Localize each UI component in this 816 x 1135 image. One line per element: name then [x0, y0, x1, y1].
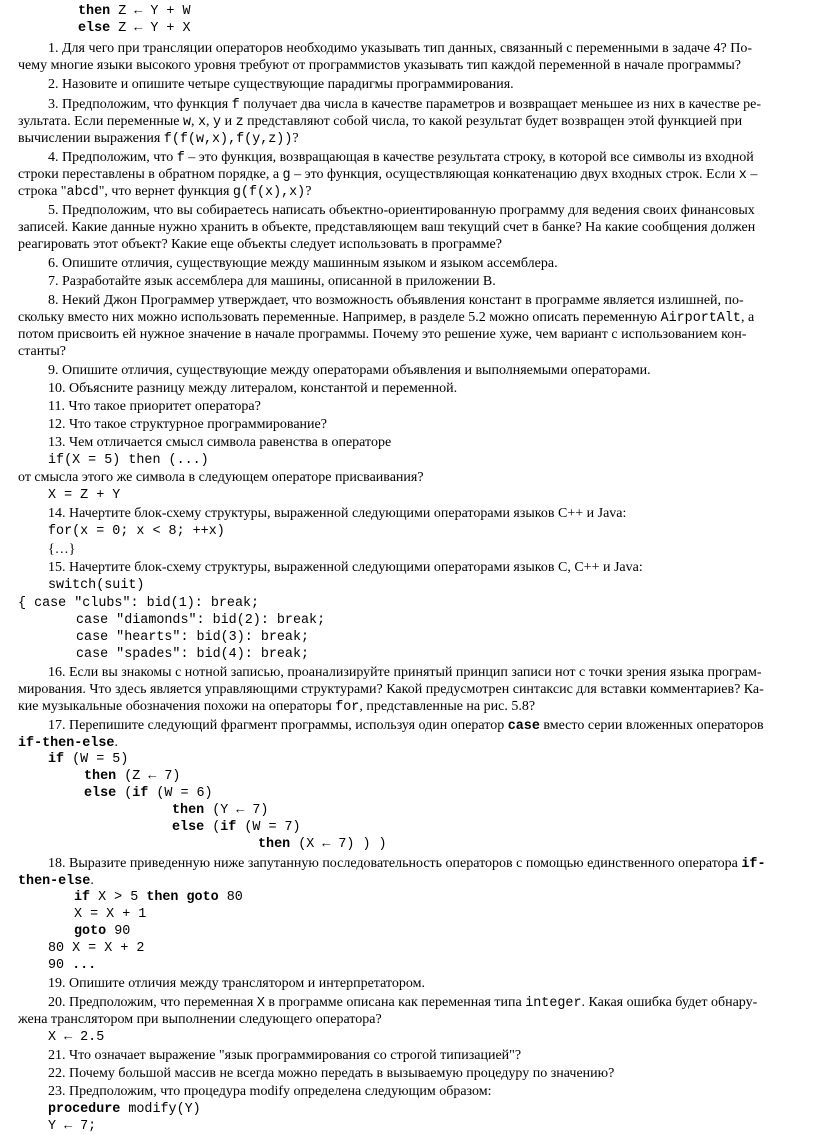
text-line — [78, 3, 191, 20]
code-fragment: AirportAlt — [660, 311, 741, 326]
code-fragment: integer — [525, 996, 582, 1011]
text-fragment: кие музыкальные обозначения похожи на операторы — [18, 699, 336, 714]
text-fragment: for(x = 0; x < 8; ++x) — [48, 524, 225, 539]
text-fragment: ? — [292, 131, 299, 146]
text-fragment: (W = 5) — [64, 752, 129, 767]
text-line — [18, 166, 757, 184]
text-line — [48, 96, 761, 114]
text-fragment: 15. Начертите блок-схему структуры, выраженной следующими операторами языков С, С++ и Java: — [48, 560, 643, 575]
code-fragment: x — [738, 168, 747, 183]
text-fragment: – это функция, возвращающая в качестве результата строку, в которой все символы из входной — [184, 150, 754, 165]
text-fragment: – — [746, 167, 758, 182]
text-fragment: ? — [305, 184, 312, 199]
text-line — [48, 1029, 104, 1046]
text-fragment: станты? — [18, 344, 66, 359]
text-fragment: 19. Опишите отличия между транслятором и интерпретатором. — [48, 976, 425, 991]
keyword: else — [172, 820, 205, 835]
text-line — [18, 57, 741, 74]
text-fragment: (W = 7) — [236, 820, 301, 835]
keyword: if-then-else — [18, 736, 115, 751]
text-fragment: , — [191, 114, 198, 129]
text-fragment: (Z ← 7) — [116, 769, 181, 784]
text-line — [48, 1101, 201, 1118]
text-fragment: в программе описана как переменная типа — [264, 995, 526, 1010]
code-fragment: g(f(x),x) — [232, 185, 306, 200]
text-fragment: ( — [204, 820, 221, 835]
text-fragment: реагировать этот объект? Какие еще объекты следует использовать в программе? — [18, 237, 502, 252]
text-line — [48, 559, 643, 576]
text-fragment: 20. Предположим, что переменная — [48, 995, 257, 1010]
text-fragment: ", что вернет функция — [98, 184, 233, 199]
text-fragment: от смысла этого же символа в следующем операторе присваивания? — [18, 470, 424, 485]
text-fragment: представляют собой числа, то какой результат будет возвращен этой функцией при — [243, 114, 743, 129]
keyword: if — [74, 890, 91, 905]
text-line — [48, 380, 457, 397]
text-fragment: . Какая ошибка будет обнару- — [581, 995, 758, 1010]
text-fragment: 5. Предположим, что вы собираетесь написать объектно-ориентированную программу для ведения своих финансовых — [48, 203, 755, 218]
text-line — [48, 40, 752, 57]
text-fragment: получает два числа в качестве параметров и возвращает меньшее из них в качестве ре- — [239, 97, 761, 112]
text-fragment: 12. Что такое структурное программирование? — [48, 417, 327, 432]
text-fragment: 21. Что означает выражение "язык программирования со строгой типизацией"? — [48, 1048, 522, 1063]
text-line — [48, 940, 144, 957]
text-line — [48, 505, 626, 522]
code-fragment: for — [335, 700, 360, 715]
text-line — [18, 681, 764, 698]
text-line — [48, 1065, 614, 1082]
text-line — [48, 855, 765, 873]
text-line — [76, 612, 325, 629]
text-line — [48, 452, 209, 469]
text-line — [48, 292, 744, 309]
text-fragment: X ← 2.5 — [48, 1030, 105, 1045]
text-fragment: 23. Предположим, что процедура modify определена следующим образом: — [48, 1084, 492, 1099]
text-line — [74, 889, 243, 906]
text-line — [18, 183, 311, 201]
text-line — [48, 577, 144, 594]
text-fragment: 18. Выразите приведенную ниже запутанную последовательность операторов с помощью единственного оператора — [48, 856, 742, 871]
text-fragment: 14. Начертите блок-схему структуры, выраженной следующими операторами языков С++ и Java: — [48, 506, 627, 521]
text-fragment: X = Z + Y — [48, 488, 121, 503]
text-fragment: 9. Опишите отличия, существующие между операторами объявления и выполняемыми операторами. — [48, 363, 651, 378]
text-line — [48, 751, 128, 768]
text-line — [48, 202, 755, 219]
text-line — [48, 975, 425, 992]
text-fragment: 1. Для чего при трансляции операторов необходимо указывать тип данных, связанный с переменными в задаче 4? По- — [48, 41, 753, 56]
code-fragment: g — [282, 168, 291, 183]
text-fragment: записей. Какие данные нужно хранить в объекте, представляющем ваш текущий счет в банке? На какие сообщения должен — [18, 220, 756, 235]
text-line — [48, 434, 391, 451]
keyword: then goto — [146, 890, 219, 905]
keyword: then-else — [18, 874, 91, 889]
text-line — [76, 646, 309, 663]
text-line — [48, 1047, 521, 1064]
text-fragment: чему многие языки высокого уровня требуют от программистов указывать тип каждой переменной в начале программы? — [18, 58, 741, 73]
text-line — [48, 416, 327, 433]
text-line — [48, 994, 757, 1012]
text-fragment: . — [90, 873, 94, 888]
text-fragment: , — [206, 114, 214, 129]
keyword: if- — [741, 857, 766, 872]
code-fragment: z — [235, 115, 244, 130]
text-fragment: case "spades": bid(4): break; — [76, 647, 310, 662]
text-fragment: 6. Опишите отличия, существующие между машинным языком и языком ассемблера. — [48, 256, 558, 271]
keyword: goto — [74, 924, 107, 939]
code-fragment: f(f(w,x),f(y,z)) — [163, 132, 293, 147]
text-line — [18, 236, 502, 253]
text-fragment: 7. Разработайте язык ассемблера для машины, описанной в приложении В. — [48, 274, 496, 289]
text-line — [74, 923, 130, 940]
text-fragment: (X ← 7) ) ) — [290, 837, 387, 852]
text-line — [48, 149, 754, 167]
text-fragment: Z ← Y + X — [110, 21, 191, 36]
text-line — [18, 872, 94, 890]
text-fragment: 22. Почему большой массив не всегда можно передать в вызываемую процедуру по значению? — [48, 1066, 615, 1081]
text-line — [78, 20, 191, 37]
text-fragment: 4. Предположим, что — [48, 150, 177, 165]
text-fragment: (Y ← 7) — [204, 803, 269, 818]
text-fragment: 17. Перепишите следующий фрагмент программы, используя один оператор — [48, 718, 508, 733]
keyword: then — [172, 803, 205, 818]
text-fragment: , представленные на рис. 5.8? — [359, 699, 536, 714]
text-fragment: X = X + 1 — [74, 907, 147, 922]
keyword: then — [78, 4, 111, 19]
text-line — [48, 664, 762, 681]
code-fragment: f — [231, 98, 240, 113]
text-line — [172, 802, 268, 819]
text-line — [18, 469, 424, 486]
keyword: if — [48, 752, 65, 767]
text-fragment: 16. Если вы знакомы с нотной записью, проанализируйте принятый принцип записи нот с точки зрения языка програм- — [48, 665, 762, 680]
keyword: then — [84, 769, 117, 784]
text-line — [48, 398, 261, 415]
text-fragment: 11. Что такое приоритет оператора? — [48, 399, 261, 414]
text-line — [18, 734, 118, 752]
text-line — [48, 362, 651, 379]
text-line — [48, 76, 514, 93]
keyword: procedure — [48, 1102, 121, 1117]
text-line — [48, 957, 96, 974]
text-fragment: , а — [740, 310, 755, 325]
text-line — [18, 595, 259, 612]
text-fragment: зультата. Если переменные — [18, 114, 183, 129]
code-fragment: y — [213, 115, 222, 130]
text-fragment: строки переставлены в обратном порядке, а — [18, 167, 283, 182]
text-line — [18, 309, 754, 327]
keyword: if — [220, 820, 237, 835]
text-line — [74, 906, 146, 923]
text-fragment: Z ← Y + W — [110, 4, 191, 19]
text-fragment: case "diamonds": bid(2): break; — [76, 613, 326, 628]
text-line — [18, 113, 742, 131]
text-line — [48, 1118, 96, 1135]
text-fragment: . — [114, 735, 118, 750]
text-line — [18, 219, 755, 236]
text-line — [48, 541, 75, 558]
text-line — [48, 1083, 491, 1100]
text-fragment: (W = 6) — [148, 786, 213, 801]
text-line — [84, 785, 213, 802]
text-fragment: 10. Объясните разницу между литералом, константой и переменной. — [48, 381, 458, 396]
keyword: then — [258, 837, 291, 852]
text-fragment: жена транслятором при выполнении следующего оператора? — [18, 1012, 382, 1027]
text-fragment: 2. Назовите и опишите четыре существующие парадигмы программирования. — [48, 77, 514, 92]
text-fragment: switch(suit) — [48, 578, 145, 593]
text-fragment: 90 — [48, 958, 73, 973]
text-line — [48, 273, 496, 290]
text-fragment: case "hearts": bid(3): break; — [76, 630, 310, 645]
text-fragment: 8. Некий Джон Программер утверждает, что возможность объявления констант в программе является излишней, по- — [48, 293, 744, 308]
text-line — [48, 717, 764, 735]
keyword: case — [507, 719, 540, 734]
text-line — [48, 255, 558, 272]
text-fragment: вместо серии вложенных операторов — [539, 718, 764, 733]
text-fragment: скольку вместо них можно использовать переменные. Например, в разделе 5.2 можно описать переменную — [18, 310, 661, 325]
code-fragment: abcd — [66, 185, 99, 200]
keyword: else — [84, 786, 117, 801]
text-fragment: 80 X = X + 2 — [48, 941, 145, 956]
text-fragment: X > 5 — [90, 890, 147, 905]
text-line — [18, 130, 299, 148]
text-line — [84, 768, 180, 785]
text-fragment: 90 — [106, 924, 131, 939]
text-fragment: 3. Предположим, что функция — [48, 97, 232, 112]
keyword: else — [78, 21, 111, 36]
text-fragment: modify(Y) — [120, 1102, 201, 1117]
code-fragment: x — [198, 115, 207, 130]
text-line — [18, 343, 66, 360]
text-fragment: 13. Чем отличается смысл символа равенства в операторе — [48, 435, 392, 450]
text-fragment: строка " — [18, 184, 67, 199]
text-line — [258, 836, 387, 853]
keyword: ... — [72, 958, 97, 973]
text-fragment: 80 — [218, 890, 243, 905]
text-line — [18, 698, 535, 716]
text-fragment: Y ← 7; — [48, 1119, 97, 1134]
text-fragment: потом присвоить ей нужное значение в начале программы. Почему это решение хуже, чем вариант с использованием кон- — [18, 327, 747, 342]
text-fragment: if(X = 5) then (...) — [48, 453, 209, 468]
text-fragment: и — [221, 114, 236, 129]
text-fragment: {…} — [48, 542, 76, 557]
text-fragment: – это функция, осуществляющая конкатенацию двух входных строк. Если — [290, 167, 739, 182]
code-fragment: f — [176, 151, 185, 166]
text-line — [18, 1011, 382, 1028]
text-line — [48, 523, 225, 540]
keyword: if — [132, 786, 149, 801]
text-fragment: ( — [116, 786, 133, 801]
text-fragment: мирования. Что здесь является управляющими структурами? Какой предусмотрен синтаксис для вставки комментариев? Ка- — [18, 682, 764, 697]
text-line — [172, 819, 301, 836]
text-line — [76, 629, 309, 646]
text-line — [18, 326, 746, 343]
text-line — [48, 487, 120, 504]
code-fragment: w — [182, 115, 191, 130]
text-fragment: { case "clubs": bid(1): break; — [18, 596, 260, 611]
text-fragment: вычислении выражения — [18, 131, 164, 146]
code-fragment: X — [256, 996, 265, 1011]
